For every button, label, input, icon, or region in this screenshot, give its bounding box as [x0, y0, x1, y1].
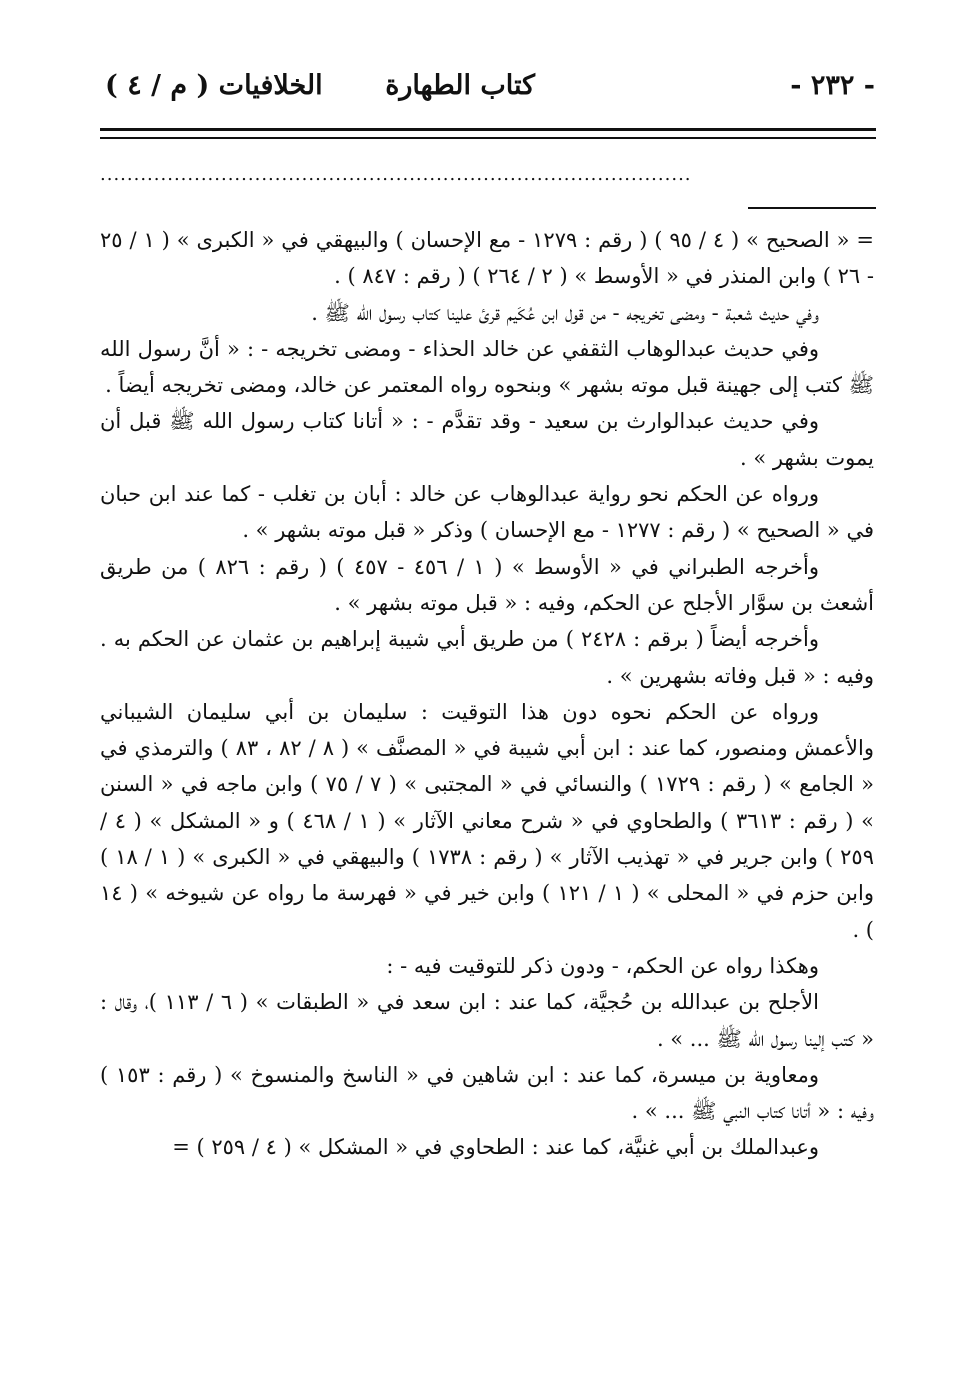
paragraph: ومعاوية بن ميسرة، كما عند : ابن شاهين في « الناسخ والمنسوخ » ( رقم : ١٥٣ ) وفيه : « أتانا كتاب النبي ﷺ ... » .	[100, 1062, 874, 1124]
paragraph: وفي حديث شعبة - ومضى تخريجه - من قول ابن عُكَيم قرئ علينا كتاب رسول الله ﷺ .	[311, 300, 819, 325]
paragraph: وأخرجه الطبراني في « الأوسط » ( ١ / ٤٥٦ - ٤٥٧ ) ( رقم : ٨٢٦ ) من طريق أشعث بن سوَّار الأجلح عن الحكم، وفيه : « قبل موته بشهر » .	[100, 554, 874, 615]
header-rule-thin	[100, 137, 876, 139]
paragraph: ورواه عن الحكم نحوه دون هذا التوقيت : سليمان بن أبي سليمان الشيباني والأعمش ومنصور، كما عند : ابن أبي شيبة في « المصنَّف » ( ٨ / ٨٢ ، ٨٣ ) والترمذي في « الجامع » ( رقم : ١٧٢٩ ) والنسائي في « المجتبى » ( ٧ / ٧٥ ) وابن ماجه في « السنن » ( رقم : ٣٦١٣ ) والطحاوي في « شرح معاني الآثار » ( ١ / ٤٦٨ ) و « المشكل » ( ٤ / ٢٥٩ ) وابن جرير في « تهذيب الآثار » ( رقم : ١٧٣٨ ) والبيهقي في « الكبرى » ( ١ / ١٨ ) وابن حزم في « المحلى » ( ١ / ١٢١ ) وابن خير في « فهرسة ما رواه عن شيوخه » ( ١٤ ) .	[100, 699, 874, 942]
header-rule-thick	[100, 128, 876, 131]
paragraph: = « الصحيح » ( ٤ / ٩٥ ) ( رقم : ١٢٧٩ - مع الإحسان ) والبيهقي في « الكبرى » ( ١ / ٢٥ - ٢٦ ) وابن المنذر في « الأوسط » ( ٢ / ٢٦٤ ) ( رقم : ٨٤٧ ) .	[100, 228, 874, 289]
page-header	[105, 62, 875, 112]
footnote-text	[100, 222, 874, 1166]
paragraph: ورواه عن الحكم نحو رواية عبدالوهاب عن خالد : أبان بن تغلب - كما عند ابن حبان في « الصحيح » ( رقم : ١٢٧٧ - مع الإحسان ) وذكر « قبل موته بشهر » .	[100, 482, 874, 543]
paragraph: الأجلح بن عبدالله بن حُجيَّة، كما عند : ابن سعد في « الطبقات » ( ٦ / ١١٣ )، وقال : « كتب إلينا رسول الله ﷺ ... » .	[100, 990, 874, 1051]
paragraph: وفي حديث عبدالوهاب الثقفي عن خالد الحذاء - ومضى تخريجه - : « أنَّ رسول الله ﷺ كتب إلى جهينة قبل موته بشهر » وبنحوه رواه المعتمر عن خالد، ومضى تخريجه أيضاً .	[100, 336, 874, 398]
series-title: الخلافيات ( م / ٤ )	[105, 70, 323, 101]
dotted-separator: ........................................................................................	[100, 164, 692, 185]
paragraph: وفي حديث عبدالوارث بن سعيد - وقد تقدَّم - : « أتانا كتاب رسول الله ﷺ قبل أن يموت بشهر » .	[100, 409, 874, 470]
book-title: كتاب الطهارة	[385, 70, 535, 101]
paragraph: وأخرجه أيضاً ( برقم : ٢٤٢٨ ) من طريق أبي شيبة إبراهيم بن عثمان عن الحكم به . وفيه : « قبل وفاته بشهرين » .	[100, 627, 874, 688]
paragraph: وعبدالملك بن أبي غنيَّة، كما عند : الطحاوي في « المشكل » ( ٤ / ٢٥٩ ) =	[172, 1135, 819, 1160]
paragraph: وهكذا رواه عن الحكم، - ودون ذكر للتوقيت فيه - :	[386, 953, 819, 978]
page-number: - ٢٣٢ -	[790, 70, 875, 101]
footnote-rule	[748, 207, 876, 209]
